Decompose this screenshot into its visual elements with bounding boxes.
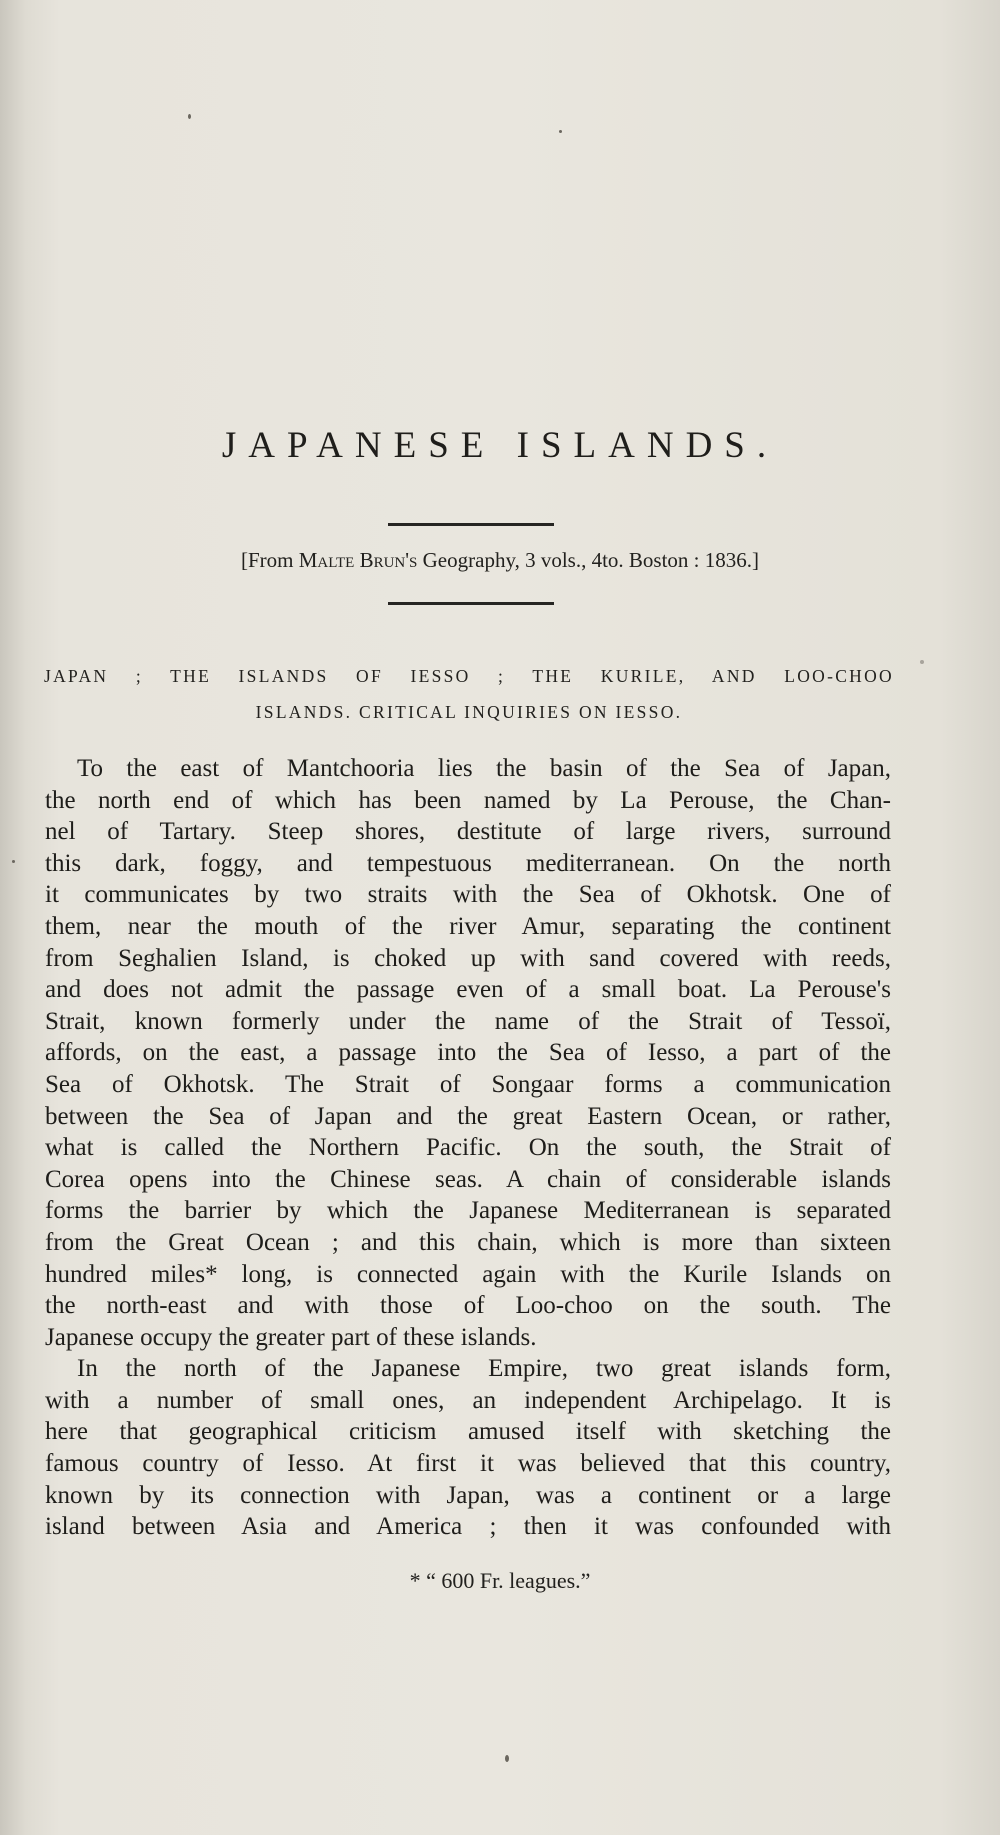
body-line: famous country of Iesso. At first it was believed that this country, <box>45 1450 891 1478</box>
paper-speck <box>12 860 15 863</box>
source-author: Malte Brun's <box>298 548 418 572</box>
body-line: it communicates by two straits with the Sea of Okhotsk. One of <box>45 881 891 909</box>
body-text <box>45 753 891 1543</box>
chapter-heading <box>44 658 894 730</box>
body-line: In the north of the Japanese Empire, two great islands form, <box>77 1355 891 1383</box>
body-line: Japanese occupy the greater part of these islands. <box>45 1323 537 1351</box>
source-citation <box>0 548 1000 573</box>
body-line: Corea opens into the Chinese seas. A chain of considerable islands <box>45 1165 891 1193</box>
body-line: Strait, known formerly under the name of the Strait of Tessoï, <box>45 1007 891 1035</box>
title-rule-bottom <box>388 602 554 605</box>
body-line: To the east of Mantchooria lies the basin of the Sea of Japan, <box>77 755 891 782</box>
title-rule-top <box>388 523 554 526</box>
body-line: from the Great Ocean ; and this chain, which is more than sixteen <box>45 1228 891 1256</box>
heading-line-1: JAPAN ; THE ISLANDS OF IESSO ; THE KURILE, AND LOO-CHOO <box>44 666 894 686</box>
body-line: forms the barrier by which the Japanese Mediterranean is separated <box>45 1197 891 1225</box>
body-line: known by its connection with Japan, was a continent or a large <box>45 1481 891 1509</box>
body-line: hundred miles* long, is connected again with the Kurile Islands on <box>45 1260 891 1288</box>
body-line: and does not admit the passage even of a small boat. La Perouse's <box>45 976 891 1004</box>
source-open: [From <box>240 548 299 572</box>
footnote: * “ 600 Fr. leagues.” <box>409 1568 591 1593</box>
body-line: island between Asia and America ; then it was confounded with <box>45 1513 891 1541</box>
body-line: with a number of small ones, an independent Archipelago. It is <box>45 1386 891 1414</box>
body-line: here that geographical criticism amused itself with sketching the <box>45 1418 891 1446</box>
paper-speck <box>559 130 562 133</box>
body-line: from Seghalien Island, is choked up with sand covered with reeds, <box>45 944 891 972</box>
page-title: JAPANESE ISLANDS. <box>221 425 779 466</box>
paper-speck <box>920 660 924 664</box>
paper-speck <box>505 1755 509 1762</box>
body-line: this dark, foggy, and tempestuous mediterranean. On the north <box>45 849 891 877</box>
body-line: the north end of which has been named by La Perouse, the Chan- <box>45 786 891 814</box>
paper-speck <box>188 114 191 119</box>
body-line: what is called the Northern Pacific. On the south, the Strait of <box>45 1134 891 1162</box>
body-line: them, near the mouth of the river Amur, separating the continent <box>45 912 891 940</box>
heading-line-2: ISLANDS. CRITICAL INQUIRIES ON IESSO. <box>255 702 683 722</box>
body-line: between the Sea of Japan and the great Eastern Ocean, or rather, <box>45 1102 891 1130</box>
body-line: Sea of Okhotsk. The Strait of Songaar forms a communication <box>45 1070 891 1098</box>
body-line: the north-east and with those of Loo-choo on the south. The <box>45 1292 891 1320</box>
body-line: nel of Tartary. Steep shores, destitute of large rivers, surround <box>45 818 891 846</box>
body-line: affords, on the east, a passage into the Sea of Iesso, a part of the <box>45 1039 891 1067</box>
source-rest: Geography, 3 vols., 4to. Boston : 1836.] <box>417 548 760 572</box>
